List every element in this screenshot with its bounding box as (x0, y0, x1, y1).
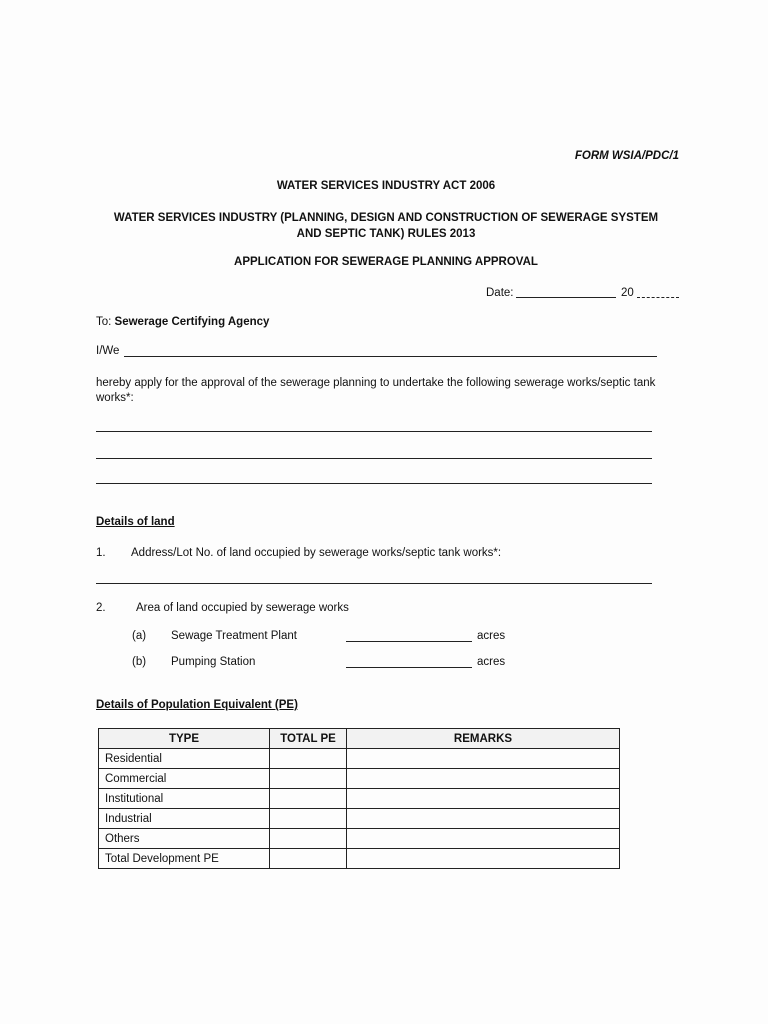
col-remarks-header: REMARKS (347, 729, 620, 749)
total-pe-cell[interactable] (270, 829, 347, 849)
rules-title (96, 210, 676, 242)
date-label: Date: (486, 287, 514, 299)
act-title: WATER SERVICES INDUSTRY ACT 2006 (276, 180, 496, 192)
row-type-label: Industrial (99, 809, 270, 829)
table-row (99, 809, 620, 829)
row-type-label: Residential (99, 749, 270, 769)
rules-title-line2: AND SEPTIC TANK) RULES 2013 (296, 228, 476, 240)
row-type-label: Total Development PE (99, 849, 270, 869)
remarks-cell[interactable] (347, 749, 620, 769)
item1-text: Address/Lot No. of land occupied by sewerage works/septic tank works*: (131, 547, 502, 559)
to-line (96, 316, 269, 328)
sub-a-unit: acres (477, 630, 506, 642)
table-row (99, 769, 620, 789)
works-field-line-1[interactable] (96, 431, 652, 432)
pe-table-header (99, 729, 620, 749)
remarks-cell[interactable] (347, 809, 620, 829)
item2-number: 2. (96, 602, 106, 614)
sub-a-name: Sewage Treatment Plant (171, 630, 297, 642)
sub-a-label: (a) (132, 630, 147, 642)
form-code: FORM WSIA/PDC/1 (574, 150, 679, 162)
date-year-prefix: 20 (621, 287, 634, 299)
land-section-heading: Details of land (96, 516, 175, 528)
row-type-label: Commercial (99, 769, 270, 789)
total-pe-cell[interactable] (270, 789, 347, 809)
remarks-cell[interactable] (347, 849, 620, 869)
total-pe-cell[interactable] (270, 769, 347, 789)
table-row (99, 789, 620, 809)
row-type-label: Others (99, 829, 270, 849)
to-label: To: (96, 316, 112, 328)
sub-b-unit: acres (477, 656, 506, 668)
table-row (99, 749, 620, 769)
table-row (99, 849, 620, 869)
address-field-line[interactable] (96, 583, 652, 584)
item2-text: Area of land occupied by sewerage works (136, 602, 349, 614)
application-title: APPLICATION FOR SEWERAGE PLANNING APPROVAL (234, 256, 538, 268)
remarks-cell[interactable] (347, 769, 620, 789)
works-field-line-3[interactable] (96, 483, 652, 484)
pe-section-heading: Details of Population Equivalent (PE) (96, 699, 298, 711)
total-pe-cell[interactable] (270, 849, 347, 869)
col-total-pe-header: TOTAL PE (270, 729, 347, 749)
stp-area-field[interactable] (346, 641, 472, 642)
rules-title-line1: WATER SERVICES INDUSTRY (PLANNING, DESIGN AND CONSTRUCTION OF SEWERAGE SYSTEM (113, 212, 659, 224)
to-recipient: Sewerage Certifying Agency (114, 316, 270, 328)
table-row (99, 829, 620, 849)
remarks-cell[interactable] (347, 829, 620, 849)
applicant-label: I/We (96, 345, 120, 357)
pe-table (98, 728, 620, 869)
date-year-field[interactable] (637, 297, 679, 298)
sub-b-label: (b) (132, 656, 147, 668)
item1-number: 1. (96, 547, 106, 559)
works-field-line-2[interactable] (96, 458, 652, 459)
remarks-cell[interactable] (347, 789, 620, 809)
col-type-header: TYPE (99, 729, 270, 749)
pumping-area-field[interactable] (346, 667, 472, 668)
applicant-field[interactable] (124, 356, 657, 357)
total-pe-cell[interactable] (270, 749, 347, 769)
row-type-label: Institutional (99, 789, 270, 809)
total-pe-cell[interactable] (270, 809, 347, 829)
date-field[interactable] (516, 297, 616, 298)
apply-text: hereby apply for the approval of the sewerage planning to undertake the following sewerage works/septic tank works*: (96, 377, 656, 404)
sub-b-name: Pumping Station (171, 656, 256, 668)
